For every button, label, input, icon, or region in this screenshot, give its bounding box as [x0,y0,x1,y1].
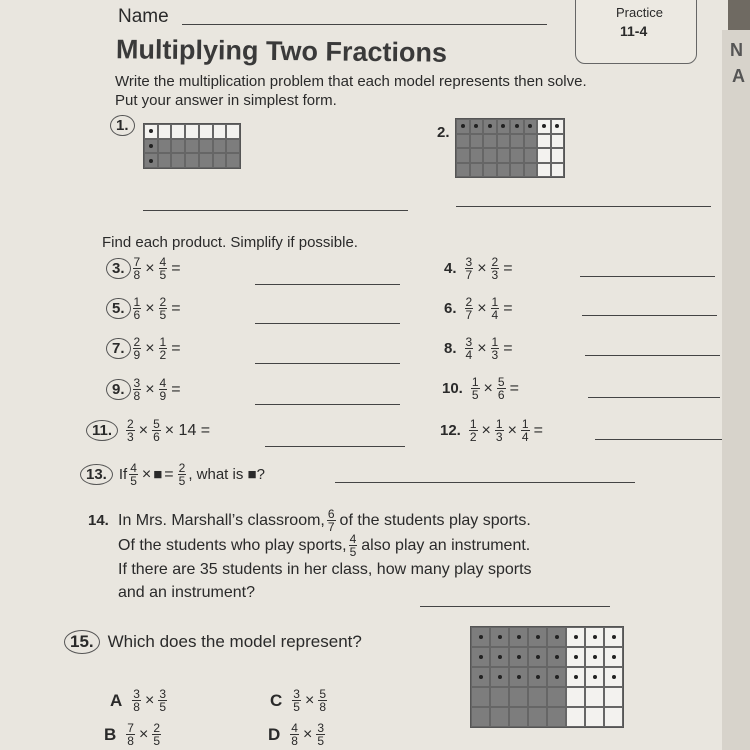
next-page-edge [722,30,750,750]
fraction: $\frac{2}{5}$ [178,461,186,488]
grid-cell [213,139,227,154]
grid-cell [213,124,227,139]
grid-cell [171,153,185,168]
grid-dot [612,675,616,679]
grid-cell [471,667,490,687]
grid-cell [528,647,547,667]
problem-3 [106,256,183,281]
grid-dot [517,635,521,639]
fraction: $\frac{3}{4}$ [465,335,473,362]
grid-cell [604,647,623,667]
grid-cell [471,647,490,667]
grid-cell [158,139,172,154]
name-label: Name [118,6,169,27]
problem-9 [106,377,183,402]
grid-dot [498,635,502,639]
grid-cell [226,139,240,154]
grid-cell [510,163,524,178]
grid-cell [528,707,547,727]
problem-number: 7. [106,338,131,359]
grid-cell [551,119,565,134]
grid-cell [483,134,497,149]
grid-cell [158,124,172,139]
grid-cell [185,139,199,154]
grid-cell [551,134,565,149]
equals-sign: = [164,465,174,483]
grid-cell [509,687,528,707]
q2-number: 2. [437,124,450,141]
problem-number: 10. [442,380,463,397]
edge-letter: N [730,40,743,60]
q14-text: In Mrs. Marshall’s classroom, [118,512,325,529]
fraction: $\frac{7}{8}$ [133,255,141,282]
equals-sign: = [509,379,519,397]
grid-dot [479,655,483,659]
answer-line-6 [582,315,717,316]
grid-cell [171,139,185,154]
grid-dot [593,635,597,639]
answer-line-11 [265,446,405,447]
grid-cell [510,119,524,134]
fraction: $\frac{3}{5}$ [317,721,324,748]
grid-dot [555,635,559,639]
practice-label: Practice [616,5,663,20]
times-sign: × [477,299,487,317]
problem-10 [442,376,521,401]
q14-text: Of the students who play sports, [118,537,347,554]
grid-dot [574,675,578,679]
grid-dot [498,675,502,679]
q14-text: also play an instrument. [361,537,531,554]
problem-number: 4. [444,260,457,277]
times-sign: × [145,259,155,277]
grid-cell [226,124,240,139]
grid-cell [566,687,585,707]
q15-model-grid [470,626,624,728]
q2-answer-line [456,206,711,207]
grid-cell [551,163,565,178]
problem-number: 5. [106,298,131,319]
fraction: $\frac{4}{5}$ [159,255,167,282]
grid-cell [483,119,497,134]
answer-line-13 [335,482,635,483]
problem-number: 11. [86,420,118,441]
grid-dot [536,635,540,639]
grid-cell [585,687,604,707]
grid-cell [547,687,566,707]
grid-dot [574,635,578,639]
equals-sign: = [171,299,181,317]
fraction: $\frac{1}{5}$ [471,375,479,402]
grid-cell [509,707,528,727]
fraction: $\frac{6}{7}$ [327,507,335,534]
q2-model-grid [455,118,565,178]
grid-cell [524,148,538,163]
problem-number: 3. [106,258,131,279]
grid-dot [536,655,540,659]
problem-number: 15. [64,630,100,654]
grid-dot [593,675,597,679]
choice-letter: D [268,724,281,744]
equals-sign: = [533,421,543,439]
fraction: $\frac{4}{8}$ [291,721,298,748]
grid-cell [144,153,158,168]
grid-cell [483,148,497,163]
grid-cell [528,687,547,707]
equals-sign: = [171,259,181,277]
grid-cell [524,163,538,178]
q1-answer-line [143,210,408,211]
section2-instructions: Find each product. Simplify if possible. [102,234,358,251]
fraction: $\frac{2}{5}$ [153,721,160,748]
times-sign: × [507,421,517,439]
grid-cell [537,119,551,134]
problem-number: 8. [444,340,457,357]
fraction: $\frac{4}{5}$ [349,532,357,559]
grid-cell [471,627,490,647]
grid-cell [158,153,172,168]
grid-cell [585,647,604,667]
grid-cell [470,134,484,149]
grid-cell [497,134,511,149]
answer-line-14 [420,606,610,607]
grid-cell [566,707,585,727]
fraction: $\frac{1}{3}$ [491,335,499,362]
name-line [182,24,547,25]
answer-line-12 [595,439,735,440]
q14-text: and an instrument? [118,584,255,601]
problem-12 [440,418,545,443]
fraction: $\frac{5}{8}$ [319,687,326,714]
choice-b[interactable] [104,722,163,747]
grid-cell [547,667,566,687]
times-sign: × [138,725,149,743]
grid-cell [497,119,511,134]
grid-cell [144,124,158,139]
grid-dot [593,655,597,659]
times-sign: × [138,421,149,439]
grid-cell [490,647,509,667]
times-sign: × [477,339,487,357]
q15-question: Which does the model represent? [107,632,362,651]
grid-cell [604,627,623,647]
edge-letter: A [732,66,745,86]
fraction: $\frac{1}{6}$ [133,295,141,322]
square-symbol: ■ [153,466,163,483]
choice-letter: A [110,690,123,710]
grid-cell [471,707,490,727]
grid-dot [498,655,502,659]
q13-lead: If [118,466,128,483]
grid-cell [509,627,528,647]
grid-cell [604,687,623,707]
times-sign: × [145,339,155,357]
grid-cell [547,627,566,647]
grid-dot [536,675,540,679]
problem-14 [88,508,648,604]
grid-cell [551,148,565,163]
grid-cell [510,148,524,163]
equals-sign: = [171,380,181,398]
grid-dot [479,675,483,679]
q1-model-grid [143,123,241,169]
grid-cell [490,687,509,707]
grid-dot [612,635,616,639]
fraction: $\frac{2}{3}$ [127,417,134,444]
fraction: $\frac{1}{3}$ [495,417,503,444]
fraction: $\frac{5}{6}$ [497,375,505,402]
grid-cell [199,124,213,139]
choice-c[interactable] [270,688,329,713]
fraction: $\frac{1}{4}$ [521,417,529,444]
page-title: Multiplying Two Fractions [115,34,448,68]
grid-cell [537,163,551,178]
choice-a[interactable] [110,688,169,713]
answer-line-3 [255,284,400,285]
grid-cell [585,667,604,687]
fraction: $\frac{5}{6}$ [153,417,160,444]
practice-number: 11-4 [620,23,648,39]
fraction: $\frac{3}{8}$ [133,376,141,403]
grid-cell [456,148,470,163]
grid-cell [528,667,547,687]
answer-line-4 [580,276,715,277]
problem-13 [80,462,265,487]
problem-number: 13. [80,464,113,485]
grid-cell [509,647,528,667]
grid-cell [566,647,585,667]
answer-line-7 [255,363,400,364]
choice-letter: B [104,724,117,744]
grid-cell [537,148,551,163]
times-sign: × [304,691,315,709]
fraction: $\frac{1}{2}$ [469,417,477,444]
grid-cell [585,627,604,647]
grid-dot [517,655,521,659]
fraction: $\frac{7}{8}$ [127,721,134,748]
grid-dot [479,635,483,639]
grid-cell [144,139,158,154]
problem-number: 14. [88,512,109,529]
grid-cell [566,667,585,687]
grid-cell [171,124,185,139]
problem-8 [444,336,515,361]
grid-cell [547,707,566,727]
fraction: $\frac{4}{9}$ [159,376,167,403]
grid-cell [604,667,623,687]
grid-cell [490,667,509,687]
answer-line-8 [585,355,720,356]
grid-cell [524,134,538,149]
equals-sign: = [171,339,181,357]
problem-number: 9. [106,379,131,400]
grid-dot [612,655,616,659]
grid-cell [585,707,604,727]
problem-number: 6. [444,300,457,317]
q1-number: 1. [110,115,135,136]
times-sign: × [145,299,155,317]
grid-cell [528,627,547,647]
times-sign: × [145,380,155,398]
fraction: $\frac{2}{5}$ [159,295,167,322]
fraction: $\frac{2}{3}$ [491,255,499,282]
fraction: $\frac{3}{5}$ [159,687,166,714]
equals-sign: = [503,299,513,317]
fraction: $\frac{2}{9}$ [133,335,141,362]
times-sign: × [481,421,491,439]
problem-11 [86,418,212,443]
grid-cell [483,163,497,178]
answer-line-5 [255,323,400,324]
problem-5 [106,296,183,321]
grid-cell [456,119,470,134]
practice-box [575,0,697,64]
grid-cell [537,134,551,149]
times-sign: × [302,725,313,743]
grid-cell [524,119,538,134]
grid-dot [555,675,559,679]
times-sign: × [141,465,152,483]
grid-dot [574,655,578,659]
problem-7 [106,336,183,361]
grid-cell [456,134,470,149]
answer-line-10 [588,397,720,398]
fraction: $\frac{1}{2}$ [159,335,167,362]
q13-tail: , what is ■? [188,466,265,483]
grid-cell [490,627,509,647]
fraction: $\frac{3}{5}$ [293,687,300,714]
grid-cell [199,153,213,168]
fraction: $\frac{4}{5}$ [130,461,137,488]
grid-cell [470,119,484,134]
fraction: $\frac{2}{7}$ [465,295,473,322]
grid-cell [510,134,524,149]
equals-sign: = [503,339,513,357]
grid-cell [199,139,213,154]
fraction: $\frac{1}{4}$ [491,295,499,322]
problem-number: 12. [440,422,461,439]
problem-15 [64,630,362,654]
equals-sign: = [503,259,513,277]
answer-line-9 [255,404,400,405]
grid-cell [470,163,484,178]
grid-cell [497,148,511,163]
problem-6 [444,296,515,321]
grid-cell [470,148,484,163]
section1-instructions: Write the multiplication problem that each model represents then solve. Put your answer in simplest form. [115,73,587,109]
fraction: $\frac{3}{8}$ [133,687,140,714]
grid-cell [604,707,623,727]
grid-cell [490,707,509,727]
grid-cell [509,667,528,687]
times-sign: × [144,691,155,709]
times-sign: × [483,379,493,397]
times-fourteen: × 14 = [164,421,211,439]
grid-cell [456,163,470,178]
grid-cell [185,124,199,139]
grid-cell [547,647,566,667]
problem-4 [444,256,515,281]
grid-dot [555,655,559,659]
grid-cell [497,163,511,178]
grid-cell [566,627,585,647]
grid-cell [226,153,240,168]
grid-cell [185,153,199,168]
grid-cell [213,153,227,168]
times-sign: × [477,259,487,277]
fraction: $\frac{3}{7}$ [465,255,473,282]
q14-text: of the students play sports. [339,512,531,529]
choice-d[interactable] [268,722,327,747]
choice-letter: C [270,690,283,710]
q14-text: If there are 35 students in her class, how many play sports [118,561,532,578]
grid-dot [517,675,521,679]
grid-cell [471,687,490,707]
